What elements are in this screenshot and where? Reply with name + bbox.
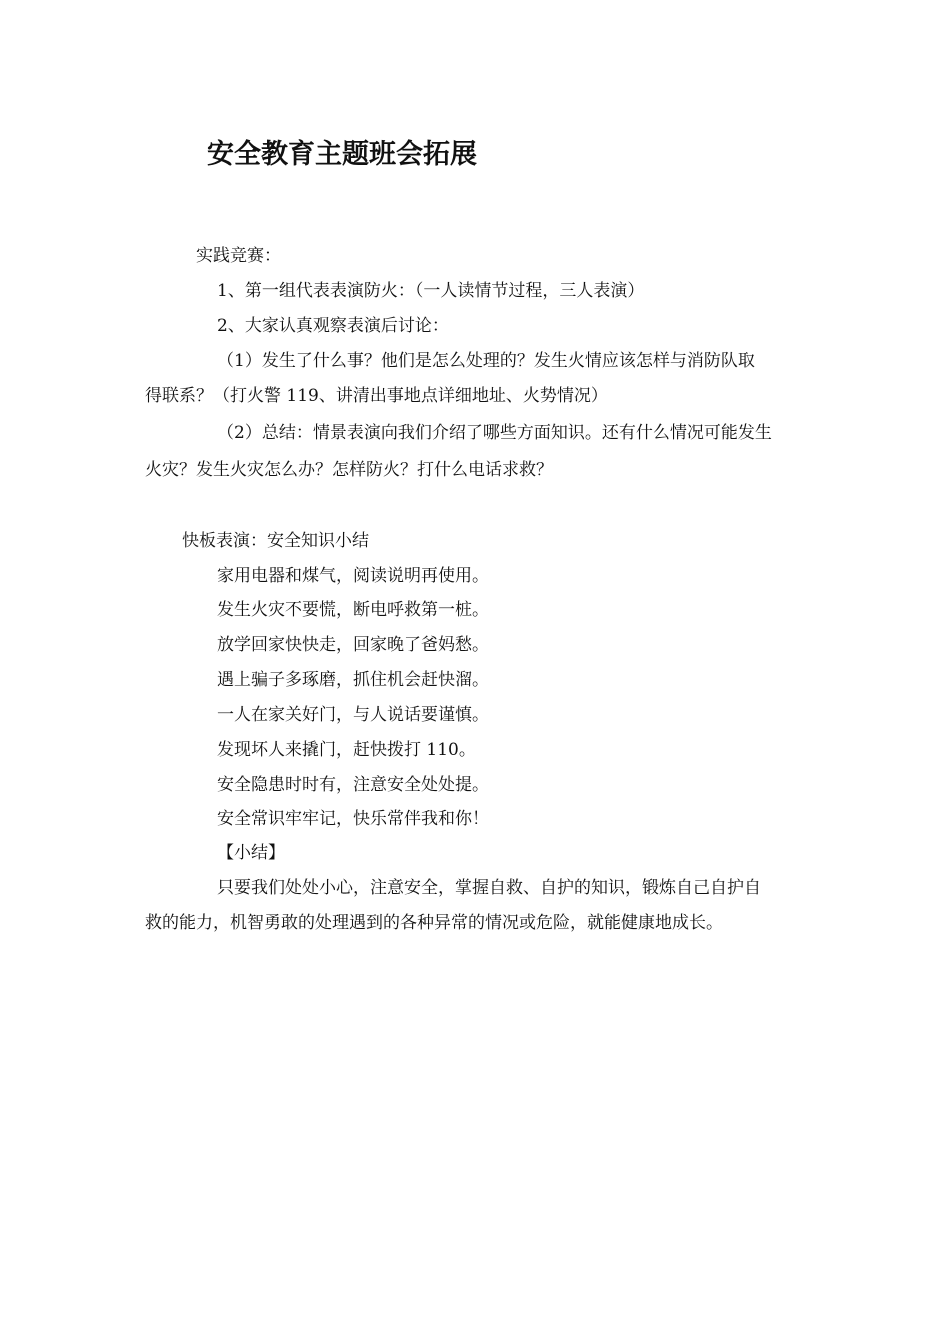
verse-line: 发生火灾不要慌，断电呼救第一桩。 — [217, 600, 489, 620]
list-item: 2、大家认真观察表演后讨论： — [217, 316, 449, 336]
section-heading-practice: 实践竞赛： — [196, 246, 281, 266]
summary-line: 救的能力，机智勇敢的处理遇到的各种异常的情况或危险，就能健康地成长。 — [145, 913, 723, 933]
list-item: 1、第一组代表表演防火：（一人读情节过程，三人表演） — [217, 281, 645, 301]
section-heading-kuaiban: 快板表演：安全知识小结 — [182, 531, 369, 551]
verse-line: 家用电器和煤气，阅读说明再使用。 — [217, 566, 489, 586]
summary-heading: 【小结】 — [217, 843, 285, 863]
verse-line: 安全常识牢牢记，快乐常伴我和你！ — [217, 809, 489, 829]
verse-line: 发现坏人来撬门，赶快拨打 110。 — [217, 740, 476, 760]
verse-line: 安全隐患时时有，注意安全处处提。 — [217, 775, 489, 795]
summary-line: 只要我们处处小心，注意安全，掌握自救、自护的知识，锻炼自己自护自 — [217, 878, 761, 898]
paragraph-line: 得联系？（打火警 119、讲清出事地点详细地址、火势情况） — [145, 386, 608, 406]
verse-line: 放学回家快快走，回家晚了爸妈愁。 — [217, 635, 489, 655]
paragraph-line: （2）总结：情景表演向我们介绍了哪些方面知识。还有什么情况可能发生 — [217, 423, 772, 443]
verse-line: 遇上骗子多琢磨，抓住机会赶快溜。 — [217, 670, 489, 690]
verse-line: 一人在家关好门，与人说话要谨慎。 — [217, 705, 489, 725]
paragraph-line: （1）发生了什么事？他们是怎么处理的？发生火情应该怎样与消防队取 — [217, 351, 755, 371]
paragraph-line: 火灾？发生火灾怎么办？怎样防火？打什么电话求救？ — [145, 460, 553, 480]
document-title: 安全教育主题班会拓展 — [207, 139, 477, 170]
